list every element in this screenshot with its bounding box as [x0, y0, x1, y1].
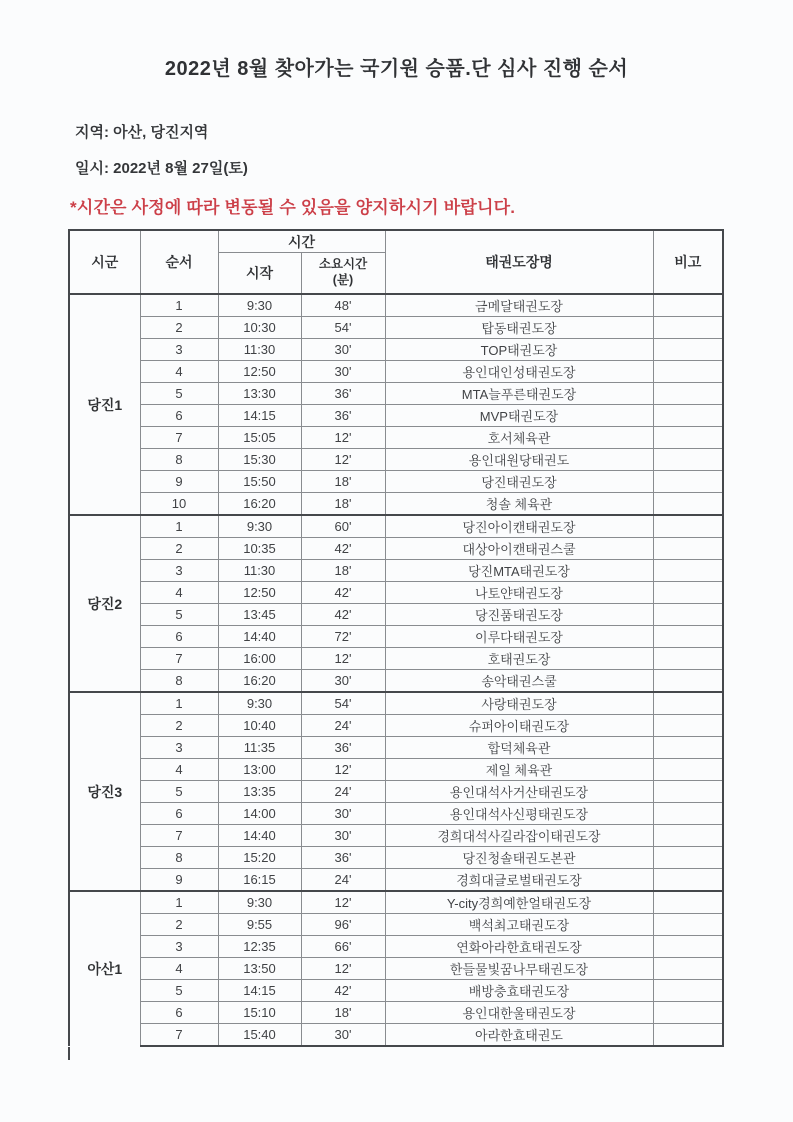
dojang-cell: 당진품태권도장 [385, 604, 653, 626]
note-cell [653, 294, 723, 317]
dojang-cell: 용인대인성태권도장 [385, 361, 653, 383]
table-row [69, 670, 723, 693]
duration-cell: 54' [301, 317, 385, 339]
duration-cell: 30' [301, 1024, 385, 1047]
duration-cell: 12' [301, 759, 385, 781]
table-row [69, 604, 723, 626]
region-line: 지역: 아산, 당진지역 [75, 124, 209, 141]
order-cell: 1 [140, 515, 218, 538]
table-row [69, 914, 723, 936]
dojang-cell: 이루다태권도장 [385, 626, 653, 648]
order-cell: 7 [140, 648, 218, 670]
start-cell: 12:50 [218, 582, 301, 604]
table-row [69, 538, 723, 560]
group-label: 당진1 [69, 294, 140, 515]
start-cell: 13:30 [218, 383, 301, 405]
order-cell: 6 [140, 1002, 218, 1024]
note-cell [653, 958, 723, 980]
dojang-cell: 제일 체육관 [385, 759, 653, 781]
order-cell: 4 [140, 759, 218, 781]
note-cell [653, 914, 723, 936]
duration-cell: 36' [301, 847, 385, 869]
duration-cell: 18' [301, 1002, 385, 1024]
order-cell: 2 [140, 715, 218, 737]
dojang-cell: 청솔 체육관 [385, 493, 653, 516]
duration-cell: 18' [301, 493, 385, 516]
note-cell [653, 803, 723, 825]
note-cell [653, 383, 723, 405]
table-header [69, 230, 723, 294]
table-row [69, 759, 723, 781]
duration-cell: 30' [301, 825, 385, 847]
order-cell: 6 [140, 626, 218, 648]
table-row [69, 869, 723, 892]
header-start: 시작 [218, 253, 301, 295]
table-row [69, 891, 723, 914]
start-cell: 15:20 [218, 847, 301, 869]
start-cell: 10:30 [218, 317, 301, 339]
note-cell [653, 538, 723, 560]
order-cell: 3 [140, 936, 218, 958]
dojang-cell: 합덕체육관 [385, 737, 653, 759]
start-cell: 9:30 [218, 891, 301, 914]
note-cell [653, 626, 723, 648]
dojang-cell: 호태권도장 [385, 648, 653, 670]
table-row [69, 493, 723, 516]
duration-cell: 36' [301, 383, 385, 405]
dojang-cell: 용인대한울태권도장 [385, 1002, 653, 1024]
dojang-cell: 경희대석사길라잡이태권도장 [385, 825, 653, 847]
order-cell: 9 [140, 471, 218, 493]
dojang-cell: 슈퍼아이태권도장 [385, 715, 653, 737]
note-cell [653, 825, 723, 847]
dojang-cell: MTA늘푸른태권도장 [385, 383, 653, 405]
order-cell: 2 [140, 317, 218, 339]
table-row [69, 1002, 723, 1024]
dojang-cell: 탑동태권도장 [385, 317, 653, 339]
header-note: 비고 [653, 230, 723, 294]
order-cell: 5 [140, 781, 218, 803]
table-row [69, 737, 723, 759]
order-cell: 8 [140, 670, 218, 693]
table-row [69, 958, 723, 980]
group-label: 당진2 [69, 515, 140, 692]
order-cell: 6 [140, 405, 218, 427]
start-cell: 13:00 [218, 759, 301, 781]
duration-cell: 42' [301, 980, 385, 1002]
dojang-cell: 당진아이캔태권도장 [385, 515, 653, 538]
meta-block [75, 121, 793, 178]
duration-cell: 30' [301, 339, 385, 361]
dojang-cell: 나토얀태권도장 [385, 582, 653, 604]
note-cell [653, 515, 723, 538]
table-left-border-stub [68, 1047, 70, 1060]
table-row [69, 515, 723, 538]
duration-cell: 36' [301, 737, 385, 759]
time-change-notice: *시간은 사정에 따라 변동될 수 있음을 양지하시기 바랍니다. [70, 198, 516, 217]
note-cell [653, 936, 723, 958]
page-title: 2022년 8월 찾아가는 국기원 승품.단 심사 진행 순서 [164, 58, 629, 80]
date-line: 일시: 2022년 8월 27일(토) [75, 160, 248, 177]
start-cell: 15:10 [218, 1002, 301, 1024]
table-row [69, 648, 723, 670]
order-cell: 3 [140, 737, 218, 759]
order-cell: 8 [140, 847, 218, 869]
note-cell [653, 582, 723, 604]
dojang-cell: 경희대글로벌태권도장 [385, 869, 653, 892]
start-cell: 10:40 [218, 715, 301, 737]
note-cell [653, 847, 723, 869]
duration-cell: 12' [301, 648, 385, 670]
duration-cell: 24' [301, 781, 385, 803]
start-cell: 12:50 [218, 361, 301, 383]
table-row [69, 449, 723, 471]
dojang-cell: 호서체육관 [385, 427, 653, 449]
start-cell: 10:35 [218, 538, 301, 560]
table-row [69, 1024, 723, 1047]
order-cell: 5 [140, 980, 218, 1002]
start-cell: 9:30 [218, 692, 301, 715]
dojang-cell: 용인대원당태권도 [385, 449, 653, 471]
group-label: 아산1 [69, 891, 140, 1046]
note-cell [653, 1024, 723, 1047]
order-cell: 7 [140, 427, 218, 449]
duration-cell: 24' [301, 869, 385, 892]
start-cell: 13:45 [218, 604, 301, 626]
order-cell: 8 [140, 449, 218, 471]
order-cell: 1 [140, 891, 218, 914]
table-row [69, 715, 723, 737]
dojang-cell: 당진태권도장 [385, 471, 653, 493]
duration-cell: 12' [301, 449, 385, 471]
table-row [69, 825, 723, 847]
start-cell: 14:15 [218, 980, 301, 1002]
note-cell [653, 427, 723, 449]
note-cell [653, 869, 723, 892]
duration-cell: 54' [301, 692, 385, 715]
dojang-cell: 연화아라한효태권도장 [385, 936, 653, 958]
duration-cell: 36' [301, 405, 385, 427]
start-cell: 15:40 [218, 1024, 301, 1047]
table-row [69, 803, 723, 825]
start-cell: 16:20 [218, 493, 301, 516]
duration-cell: 60' [301, 515, 385, 538]
note-cell [653, 670, 723, 693]
start-cell: 15:05 [218, 427, 301, 449]
note-cell [653, 692, 723, 715]
order-cell: 4 [140, 582, 218, 604]
duration-cell: 12' [301, 958, 385, 980]
table-row [69, 980, 723, 1002]
table-row [69, 560, 723, 582]
start-cell: 14:00 [218, 803, 301, 825]
note-cell [653, 449, 723, 471]
note-cell [653, 339, 723, 361]
order-cell: 7 [140, 1024, 218, 1047]
dojang-cell: 사랑태권도장 [385, 692, 653, 715]
duration-cell: 30' [301, 803, 385, 825]
note-cell [653, 715, 723, 737]
start-cell: 16:20 [218, 670, 301, 693]
start-cell: 9:30 [218, 294, 301, 317]
start-cell: 16:15 [218, 869, 301, 892]
order-cell: 3 [140, 339, 218, 361]
note-cell [653, 1002, 723, 1024]
dojang-cell: 백석최고태권도장 [385, 914, 653, 936]
duration-cell: 48' [301, 294, 385, 317]
start-cell: 13:35 [218, 781, 301, 803]
table-row [69, 383, 723, 405]
duration-cell: 30' [301, 670, 385, 693]
dojang-cell: Y-city경희예한얼태권도장 [385, 891, 653, 914]
start-cell: 9:30 [218, 515, 301, 538]
duration-cell: 12' [301, 891, 385, 914]
header-duration: 소요시간 (분) [301, 253, 385, 295]
dojang-cell: 대상아이캔태권스쿨 [385, 538, 653, 560]
note-cell [653, 560, 723, 582]
note-cell [653, 891, 723, 914]
dojang-cell: 용인대석사거산태권도장 [385, 781, 653, 803]
start-cell: 11:30 [218, 560, 301, 582]
duration-cell: 12' [301, 427, 385, 449]
dojang-cell: 당진MTA태권도장 [385, 560, 653, 582]
table-row [69, 317, 723, 339]
note-cell [653, 604, 723, 626]
order-cell: 2 [140, 538, 218, 560]
table-row [69, 361, 723, 383]
order-cell: 1 [140, 692, 218, 715]
table-row [69, 582, 723, 604]
order-cell: 9 [140, 869, 218, 892]
start-cell: 12:35 [218, 936, 301, 958]
dojang-cell: MVP태권도장 [385, 405, 653, 427]
note-cell [653, 471, 723, 493]
start-cell: 14:40 [218, 825, 301, 847]
order-cell: 3 [140, 560, 218, 582]
note-cell [653, 361, 723, 383]
start-cell: 9:55 [218, 914, 301, 936]
duration-cell: 42' [301, 538, 385, 560]
order-cell: 7 [140, 825, 218, 847]
dojang-cell: 배방충효태권도장 [385, 980, 653, 1002]
schedule-table [68, 229, 724, 1047]
table-row [69, 847, 723, 869]
schedule-table-body [69, 294, 723, 1046]
dojang-cell: 당진청솔태권도본관 [385, 847, 653, 869]
order-cell: 10 [140, 493, 218, 516]
table-row [69, 781, 723, 803]
header-order: 순서 [140, 230, 218, 294]
dojang-cell: 금메달태권도장 [385, 294, 653, 317]
note-cell [653, 759, 723, 781]
header-dojang: 태권도장명 [385, 230, 653, 294]
note-cell [653, 405, 723, 427]
duration-cell: 18' [301, 471, 385, 493]
duration-cell: 30' [301, 361, 385, 383]
order-cell: 5 [140, 383, 218, 405]
header-sigun: 시군 [69, 230, 140, 294]
duration-cell: 42' [301, 582, 385, 604]
header-time: 시간 [218, 230, 385, 253]
order-cell: 4 [140, 361, 218, 383]
start-cell: 11:30 [218, 339, 301, 361]
order-cell: 2 [140, 914, 218, 936]
note-cell [653, 493, 723, 516]
note-cell [653, 980, 723, 1002]
duration-cell: 66' [301, 936, 385, 958]
table-row [69, 339, 723, 361]
dojang-cell: 한들물빛꿈나무태권도장 [385, 958, 653, 980]
order-cell: 1 [140, 294, 218, 317]
start-cell: 16:00 [218, 648, 301, 670]
dojang-cell: 송악태권스쿨 [385, 670, 653, 693]
order-cell: 6 [140, 803, 218, 825]
start-cell: 15:30 [218, 449, 301, 471]
table-row [69, 294, 723, 317]
table-row [69, 626, 723, 648]
note-cell [653, 648, 723, 670]
table-row [69, 936, 723, 958]
duration-cell: 96' [301, 914, 385, 936]
dojang-cell: TOP태권도장 [385, 339, 653, 361]
start-cell: 15:50 [218, 471, 301, 493]
order-cell: 4 [140, 958, 218, 980]
note-cell [653, 737, 723, 759]
table-row [69, 427, 723, 449]
table-row [69, 692, 723, 715]
duration-cell: 24' [301, 715, 385, 737]
start-cell: 14:40 [218, 626, 301, 648]
dojang-cell: 아라한효태권도 [385, 1024, 653, 1047]
start-cell: 14:15 [218, 405, 301, 427]
group-label: 당진3 [69, 692, 140, 891]
duration-cell: 18' [301, 560, 385, 582]
start-cell: 13:50 [218, 958, 301, 980]
note-cell [653, 317, 723, 339]
duration-cell: 42' [301, 604, 385, 626]
dojang-cell: 용인대석사신평태권도장 [385, 803, 653, 825]
table-row [69, 471, 723, 493]
order-cell: 5 [140, 604, 218, 626]
start-cell: 11:35 [218, 737, 301, 759]
duration-cell: 72' [301, 626, 385, 648]
table-row [69, 405, 723, 427]
note-cell [653, 781, 723, 803]
